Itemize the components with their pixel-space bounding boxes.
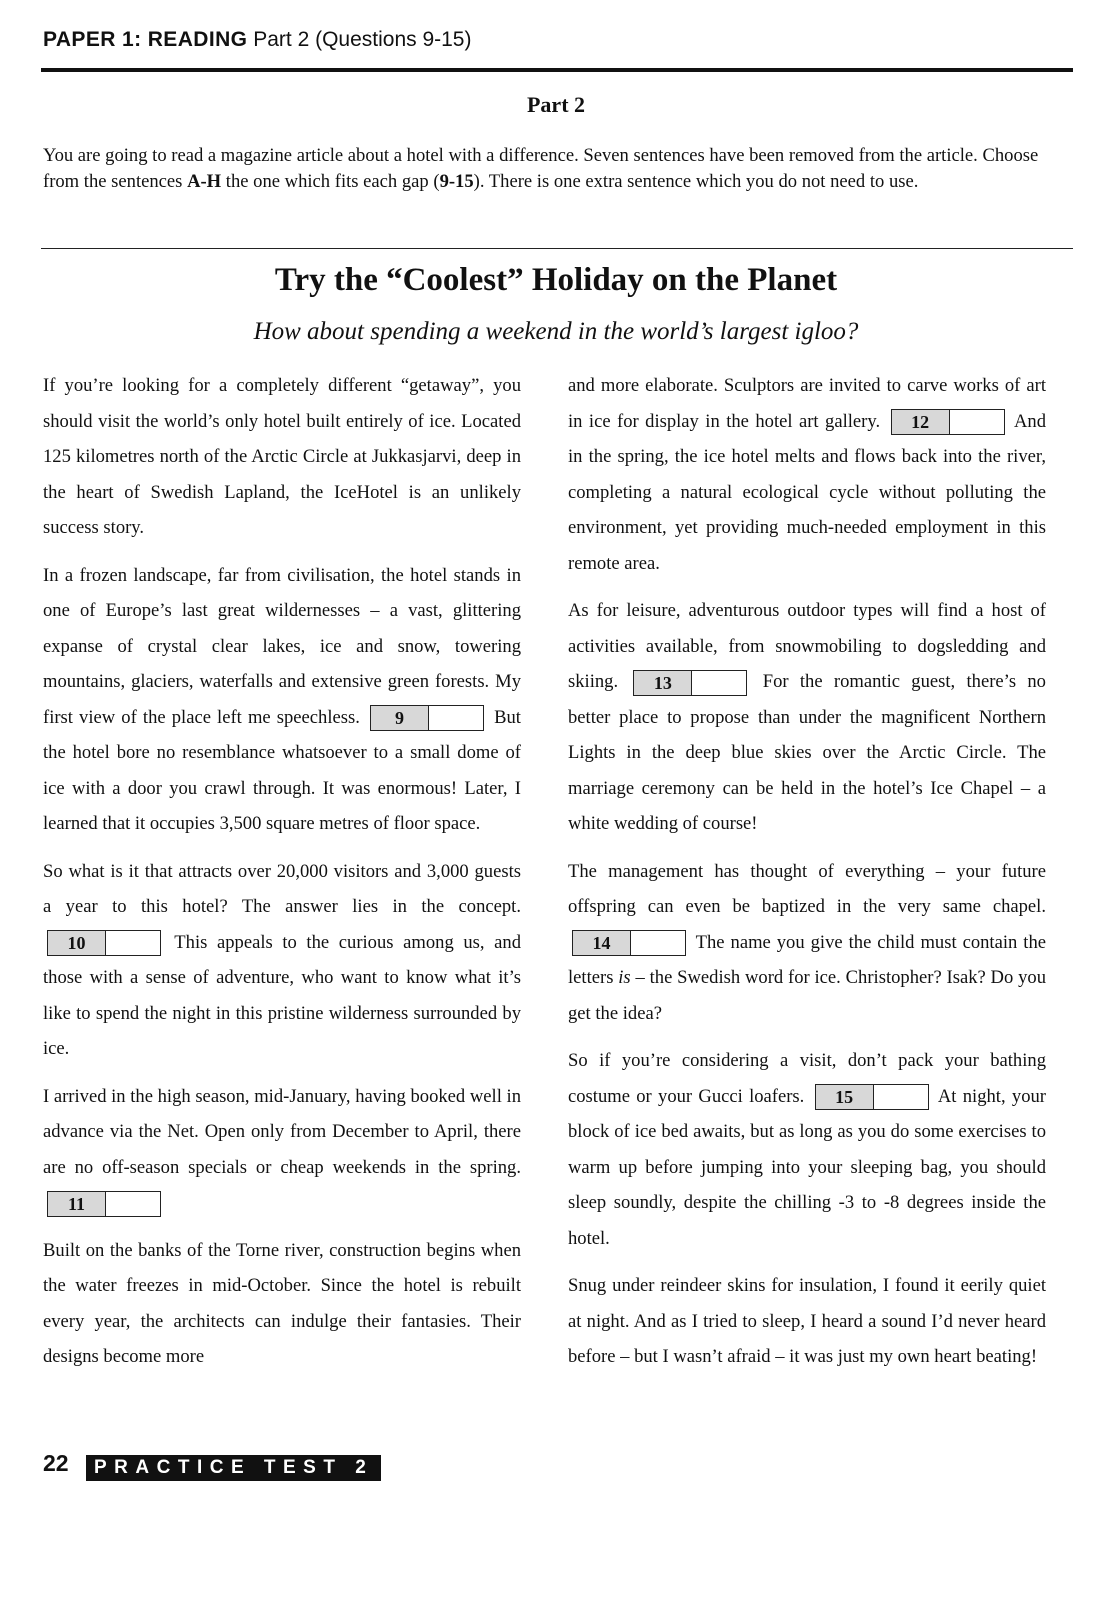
paragraph-9-a: So if you’re considering a visit, don’t pack your bathing costume or your Gucci loafers. [568, 1050, 1046, 1107]
article-subtitle: How about spending a weekend in the world’s largest igloo? [253, 318, 859, 345]
paragraph-9 [568, 1043, 1046, 1256]
gap-number: 10 [48, 931, 106, 955]
paragraph-3-a: So what is it that attracts over 20,000 visitors and 3,000 guests a year to this hotel? The answer lies in the concept. [43, 860, 521, 917]
paragraph-3 [43, 854, 521, 1067]
gap-number: 15 [816, 1085, 874, 1109]
section-rule [41, 248, 1073, 249]
gap-number: 9 [371, 706, 429, 730]
paragraph-6 [568, 368, 1046, 581]
paragraph-8-a: The management has thought of everything – your future offspring can even be baptized in the very same chapel. [568, 860, 1046, 917]
gap-number: 11 [48, 1192, 106, 1216]
instructions-text-a: You are going to read a magazine article about a hotel with a difference. Seven sentences have been removed from the article. Choose from the sentences [43, 145, 1039, 192]
paragraph-6-a: and more elaborate. Sculptors are invited to carve works of art in ice for display in the hotel art gallery. [568, 375, 1046, 432]
paragraph-7-b: For the romantic guest, there’s no better place to propose than under the magnificent Northern Lights in the deep blue skies over the Arctic Circle. The marriage ceremony can be held in the hotel’s Ice Chapel – a white wedding of course! [568, 671, 1046, 834]
instructions [43, 143, 1073, 195]
answer-gap-10[interactable] [47, 930, 161, 956]
gap-number: 12 [892, 410, 950, 434]
answer-gap-9[interactable] [370, 705, 484, 731]
paragraph-7-a: As for leisure, adventurous outdoor types will find a host of activities available, from snowmobiling to dogsledding and skiing. [568, 600, 1046, 692]
page-header [43, 26, 471, 54]
answer-gap-11[interactable] [47, 1191, 161, 1217]
answer-gap-13[interactable] [633, 670, 747, 696]
answer-gap-14[interactable] [572, 930, 686, 956]
paragraph-10: Snug under reindeer skins for insulation, I found it eerily quiet at night. And as I tried to sleep, I heard a sound I’d never heard before – but I wasn’t afraid – it was just my own heart beating! [568, 1275, 1046, 1367]
part-title: Part 2 [526, 92, 586, 117]
paper-label: PAPER 1: READING [43, 28, 248, 51]
paragraph-9-b: At night, your block of ice bed awaits, but as long as you do some exercises to warm up before jumping into your sleeping bag, you should sleep soundly, despite the chilling -3 to -8 degrees inside the hotel. [568, 1085, 1046, 1249]
answer-gap-12[interactable] [891, 409, 1005, 435]
paragraph-1: If you’re looking for a completely different “getaway”, you should visit the world’s only hotel built entirely of ice. Located 125 kilometres north of the Arctic Circle at Jukkasjarvi, deep in the heart of Swedish Lapland, the IceHotel is an unlikely success story. [43, 375, 521, 538]
gap-number: 14 [573, 931, 631, 955]
page-number: 22 [43, 1450, 69, 1476]
instructions-text-c: ). There is one extra sentence which you do not need to use. [473, 171, 919, 192]
article-column-left [43, 368, 521, 1387]
paragraph-4 [43, 1079, 521, 1221]
paragraph-2-a: In a frozen landscape, far from civilisation, the hotel stands in one of Europe’s last great wildernesses – a vast, glittering expanse of crystal clear lakes, ice and snow, towering mountains, glaciers, waterfalls and extensive green forests. My first view of the place left me speechless. [43, 564, 521, 728]
instructions-range: A-H [187, 171, 222, 192]
paragraph-5: Built on the banks of the Torne river, construction begins when the water freezes in mid-October. Since the hotel is rebuilt every year, the architects can indulge their fantasies. Their designs become more [43, 1239, 521, 1367]
instructions-text-b: the one which fits each gap ( [221, 171, 440, 192]
instructions-gaps: 9-15 [439, 171, 474, 192]
paragraph-6-b: And in the spring, the ice hotel melts and flows back into the river, completing a natural ecological cycle without polluting the environment, yet providing much-needed employment in this remote area. [568, 410, 1047, 574]
paragraph-8 [568, 854, 1046, 1032]
paragraph-2 [43, 558, 521, 842]
gap-number: 13 [634, 671, 692, 695]
paragraph-3-b: This appeals to the curious among us, and those with a sense of adventure, who want to know what it’s like to spend the night in this pristine wilderness surrounded by ice. [43, 931, 522, 1059]
article-column-right [568, 368, 1046, 1387]
paragraph-8-c: – the Swedish word for ice. Christopher? Isak? Do you get the idea? [568, 967, 1046, 1024]
part-label: Part 2 (Questions 9-15) [253, 28, 472, 51]
header-rule [41, 68, 1073, 72]
paragraph-8-b: The name you give the child must contain the letters [568, 931, 1047, 988]
paragraph-4-text: I arrived in the high season, mid-January, having booked well in advance via the Net. Open only from December to April, there are no off-season specials or cheap weekends in the spring. [43, 1085, 521, 1178]
paragraph-2-b: But the hotel bore no resemblance whatsoever to a small dome of ice with a door you crawl through. It was enormous! Later, I learned that it occupies 3,500 square metres of floor space. [43, 706, 521, 834]
paragraph-8-is: is [618, 967, 631, 988]
article-title: Try the “Coolest” Holiday on the Planet [274, 262, 838, 298]
practice-test-badge: PRACTICE TEST 2 [86, 1455, 381, 1481]
answer-gap-15[interactable] [815, 1084, 929, 1110]
paragraph-7 [568, 593, 1046, 842]
